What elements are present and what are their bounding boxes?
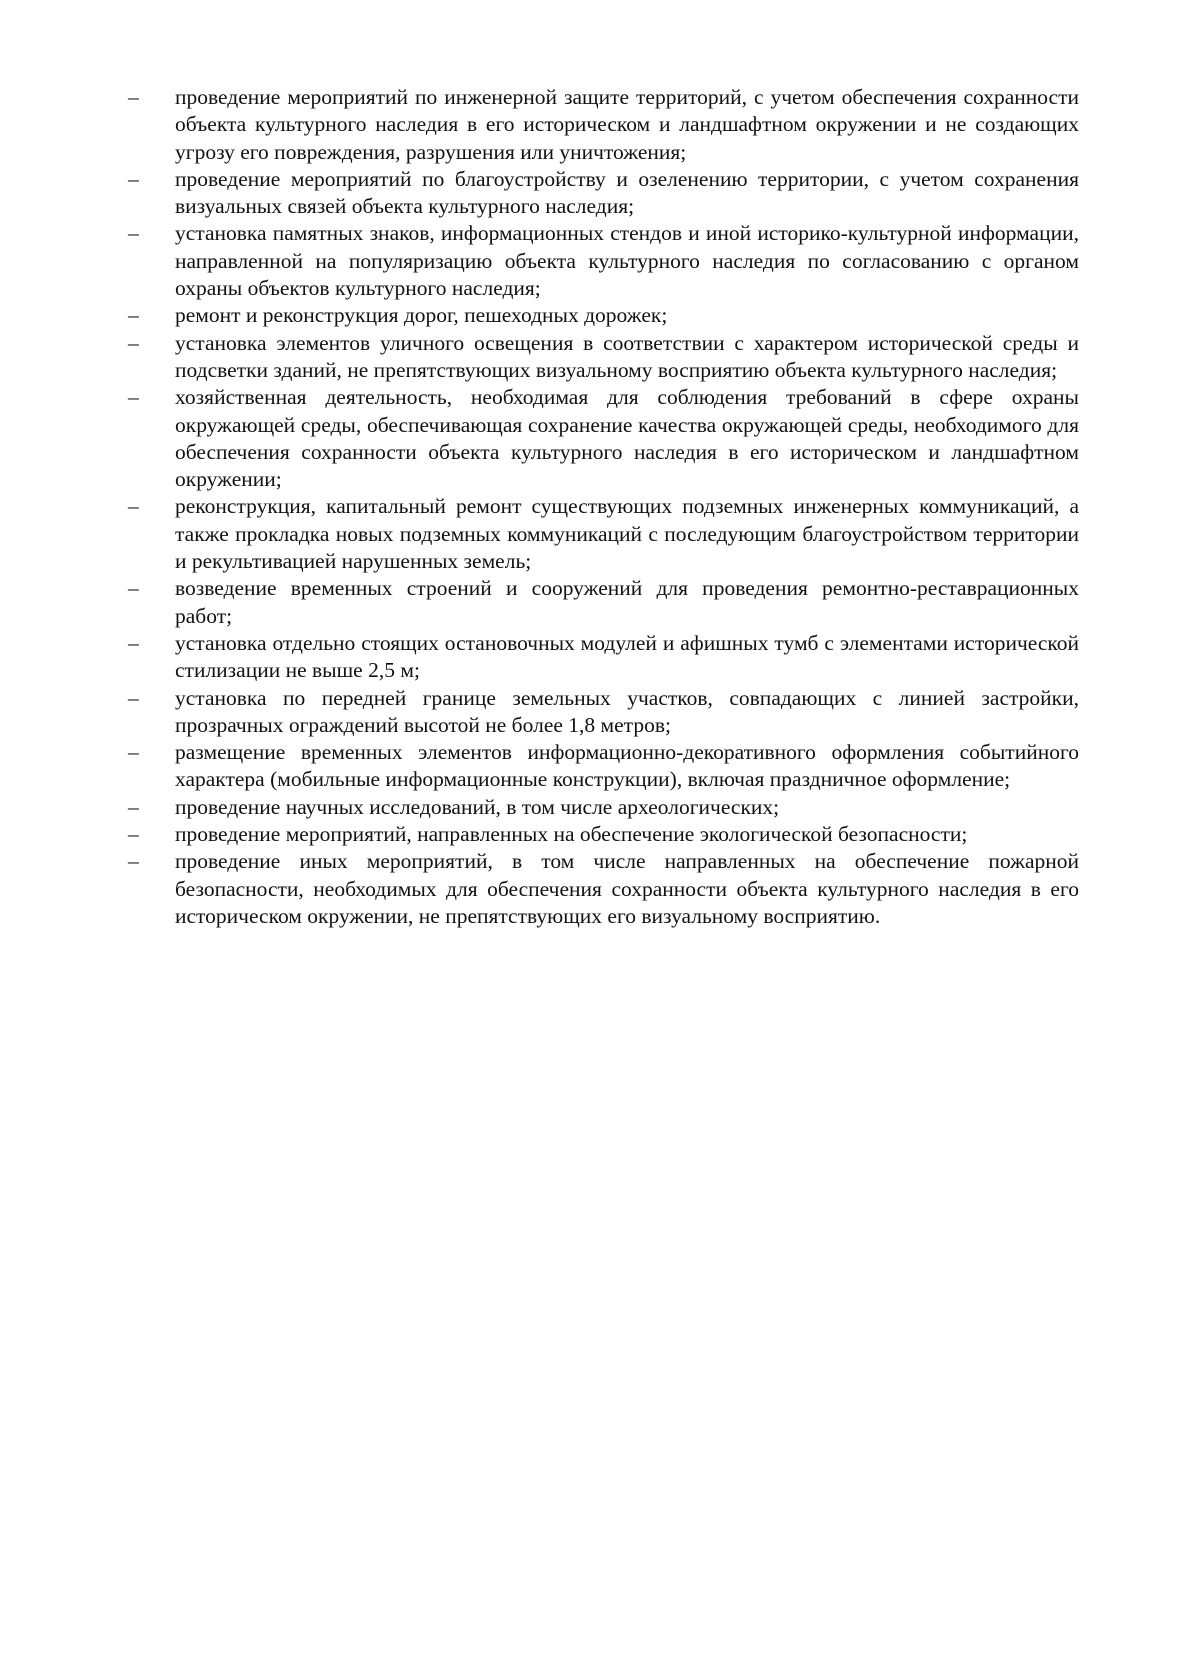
dash-bullet: – [128,822,139,847]
dash-bullet: – [128,166,139,191]
list-item-text: проведение научных исследований, в том числе археологических; [175,794,780,819]
list-item [128,685,1079,740]
list-item-text: проведение мероприятий по инженерной защите территорий, с учетом обеспечения сохранности объекта культурного наследия в его историческом и ландшафтном окружении и не создающих угрозу его повреждения, разрушения или уничтожения; [175,85,1079,164]
list-item-text: проведение мероприятий по благоустройству и озеленению территории, с учетом сохранения визуальных связей объекта культурного наследия; [175,166,1079,219]
list-item-text: установка памятных знаков, информационных стендов и иной историко-культурной информации, направленной на популяризацию объекта культурного наследия по согласованию с органом охраны объектов культурного наследия; [175,221,1079,301]
list-item [128,575,1079,630]
list-item-text: установка элементов уличного освещения в соответствии с характером исторической среды и подсветки зданий, не препятствующих визуальному восприятию объекта культурного наследия; [175,330,1079,382]
dash-bullet: – [128,685,139,710]
list-item [128,739,1079,794]
list-item [128,302,1079,329]
permitted-activities-list [128,84,1079,930]
list-item [128,220,1079,302]
list-item [128,821,1079,848]
dash-bullet: – [128,85,139,109]
list-item-text: проведение мероприятий, направленных на обеспечение экологической безопасности; [175,822,968,847]
list-item [128,330,1079,385]
list-item [128,630,1079,685]
list-item [128,493,1079,575]
dash-bullet: – [128,794,139,819]
list-item-text: установка по передней границе земельных участков, совпадающих с линией застройки, прозрачных ограждений высотой не более 1,8 метров; [175,685,1079,737]
list-item-text: реконструкция, капитальный ремонт существующих подземных инженерных коммуникаций, а также прокладка новых подземных коммуникаций с последующим благоустройством территории и рекультивацией нарушенных земель; [175,494,1079,574]
list-item-text: возведение временных строений и сооружений для проведения ремонтно-реставрационных работ; [175,576,1079,628]
list-item [128,848,1079,930]
dash-bullet: – [128,576,139,601]
dash-bullet: – [128,849,139,874]
list-item [128,794,1079,821]
dash-bullet: – [128,303,139,328]
dash-bullet: – [128,385,139,410]
list-item [128,384,1079,493]
list-item [128,166,1079,221]
list-item-text: хозяйственная деятельность, необходимая для соблюдения требований в сфере охраны окружающей среды, обеспечивающая сохранение качества окружающей среды, необходимого для обеспечения сохранности объекта культурного наследия в его историческом и ландшафтном окружении; [175,385,1079,492]
list-item-text: ремонт и реконструкция дорог, пешеходных дорожек; [175,303,668,328]
list-item [128,84,1079,166]
dash-bullet: – [128,494,139,519]
dash-bullet: – [128,630,139,655]
list-item-text: проведение иных мероприятий, в том числе направленных на обеспечение пожарной безопасности, необходимых для обеспечения сохранности объекта культурного наследия в его историческом окружении, не препятствующих его визуальному восприятию. [175,849,1079,928]
dash-bullet: – [128,221,139,246]
list-item-text: размещение временных элементов информационно-декоративного оформления событийного характера (мобильные информационные конструкции), включая праздничное оформление; [175,740,1079,792]
list-item-text: установка отдельно стоящих остановочных модулей и афишных тумб с элементами исторической стилизации не выше 2,5 м; [175,630,1079,683]
dash-bullet: – [128,740,139,765]
dash-bullet: – [128,330,139,355]
